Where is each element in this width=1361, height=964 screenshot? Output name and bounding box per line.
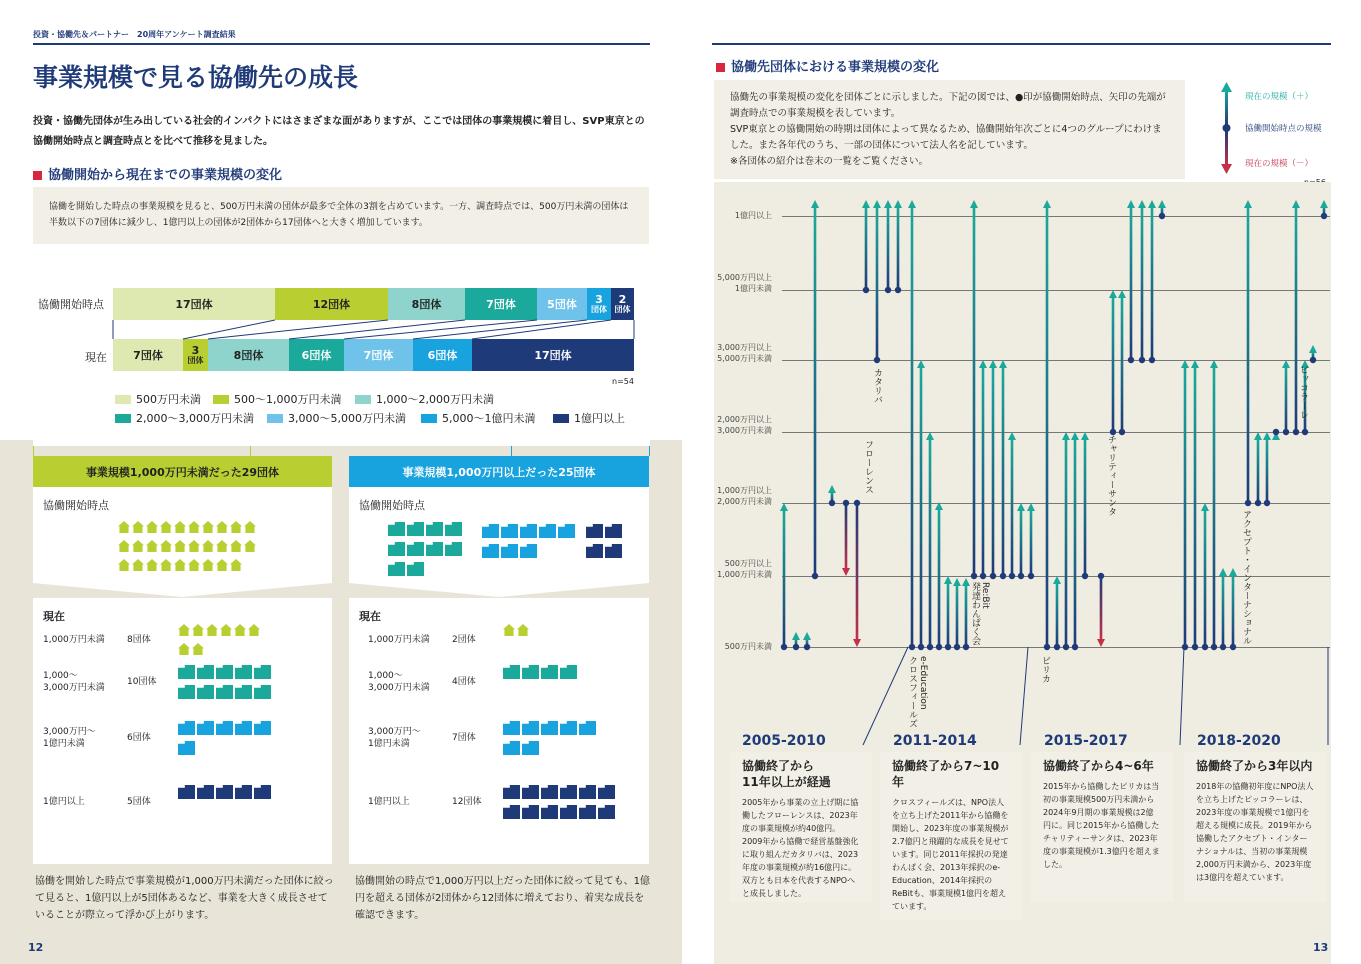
start-dot: [1063, 644, 1069, 650]
row-label: 1,000〜 3,000万円未満: [43, 671, 105, 693]
arrow-head: [803, 632, 811, 640]
arrow-head: [1309, 345, 1317, 353]
growth-bar: [1285, 366, 1288, 432]
start-dot: [1255, 500, 1261, 506]
start-dot: [909, 644, 915, 650]
start-dot: [895, 287, 901, 293]
start-dot: [1264, 500, 1270, 506]
row-count: 6団体: [127, 733, 151, 743]
arrow-head: [1158, 200, 1166, 208]
start-dot: [1302, 429, 1308, 435]
axis-label: 1億円以上: [734, 211, 772, 220]
bar-segment: 6団体: [289, 339, 344, 371]
arrow-head: [1148, 200, 1156, 208]
growth-bar: [1112, 296, 1115, 432]
org-name-label: Re:Bit: [980, 582, 990, 609]
row-count: 7団体: [452, 733, 476, 743]
arrow-head: [1027, 503, 1035, 511]
start-dot: [1139, 357, 1145, 363]
arrow-head: [1320, 200, 1328, 208]
key-start: 協働開始時点の規模: [1245, 124, 1322, 134]
bar-segment: 17団体: [113, 288, 275, 320]
arrow-head: [970, 200, 978, 208]
era-year: 2018-2020: [1197, 733, 1281, 749]
start-dot: [1044, 644, 1050, 650]
start-dot: [927, 644, 933, 650]
card-b-note: 協働開始の時点で1,000万円以上だった団体に絞って見ても、1億円を超える団体が2団体から12団体に増えており、着実な成長を確認できます。: [355, 876, 650, 921]
card-b-start-label: 協働開始時点: [359, 499, 425, 512]
growth-bar: [1204, 509, 1207, 647]
start-dot: [829, 500, 835, 506]
start-dot: [1098, 573, 1104, 579]
start-dot: [954, 644, 960, 650]
org-name-label: 発達わんぱく会: [970, 582, 980, 645]
start-dot: [863, 287, 869, 293]
arrow-head: [935, 502, 943, 510]
start-dot: [812, 573, 818, 579]
start-dot: [1159, 213, 1165, 219]
arrow-head: [1263, 432, 1271, 440]
growth-bar: [1130, 206, 1133, 360]
org-name-label: e-Education: [918, 656, 928, 710]
legend-item: 2,000〜3,000万円未満: [115, 410, 254, 426]
growth-bar: [1194, 366, 1197, 647]
card-b-title: 事業規模1,000万円以上だった25団体: [349, 456, 649, 487]
arrow-head: [1071, 432, 1079, 440]
axis-label: 2,000万円以上 3,000万円未満: [717, 415, 772, 435]
arrow-head: [894, 200, 902, 208]
axis-label: 3,000万円以上 5,000万円未満: [717, 343, 772, 363]
start-dot: [793, 644, 799, 650]
axis-label: 1,000万円以上 2,000万円未満: [717, 486, 772, 506]
intro-text: 投資・協働先団体が生み出している社会的インパクトにはさまざまな面がありますが、ここでは団体の事業規模に着目し、SVP東京との協働開始時点と調査時点とを比べて推移を見ました。: [33, 116, 645, 147]
row-label: 1億円以上: [43, 797, 85, 807]
org-name-label: ピッコラーレ: [1298, 365, 1308, 419]
org-name-label: アクセプト・インターナショナル: [1241, 510, 1251, 645]
org-name-label: カタリバ: [872, 368, 882, 404]
start-dot: [1054, 644, 1060, 650]
start-dot: [971, 573, 977, 579]
org-name-label: チャリティーサンタ: [1106, 435, 1116, 516]
arrow-head: [953, 578, 961, 586]
org-name-label: ピリカ: [1040, 656, 1050, 683]
arrow-head: [908, 200, 916, 208]
growth-bar: [897, 206, 900, 290]
row2-label: 現在: [85, 351, 107, 364]
start-dot: [918, 644, 924, 650]
start-dot: [1310, 357, 1316, 363]
start-dot: [1082, 573, 1088, 579]
row-count: 2団体: [452, 635, 476, 645]
arrow-head: [780, 503, 788, 511]
start-dot: [1293, 429, 1299, 435]
arrow-head: [1127, 200, 1135, 208]
bar-segment: 7団体: [113, 339, 183, 371]
growth-bar: [1084, 438, 1087, 576]
bar-segment: 5団体: [537, 288, 587, 320]
start-dot: [1072, 644, 1078, 650]
start-dot: [1230, 644, 1236, 650]
arrow-head: [828, 485, 836, 493]
arrow-head: [979, 360, 987, 368]
growth-bar: [1151, 206, 1154, 360]
arrow-head: [1053, 576, 1061, 584]
growth-bar: [1074, 438, 1077, 647]
start-dot: [1149, 357, 1155, 363]
growth-bar: [929, 438, 932, 647]
leader-line: [1020, 647, 1028, 745]
arrow-head: [999, 360, 1007, 368]
arrow-head: [1097, 639, 1105, 647]
row-count: 8団体: [127, 635, 151, 645]
row-label: 1,000万円未満: [368, 635, 430, 645]
arrow-head: [989, 360, 997, 368]
growth-bar: [911, 206, 914, 647]
bar-segment: 3 団体: [587, 288, 611, 320]
row-count: 4団体: [452, 677, 476, 687]
growth-bar: [1046, 206, 1049, 647]
page-number-right: 13: [1313, 941, 1329, 954]
org-name-label: フローレンス: [863, 440, 873, 494]
era-box: 協働終了から7~10年 クロスフィールズは、NPO法人を立ち上げた2011年から協働を開始し、2023年度の事業規模が2.7億円と飛躍的な成長を見せています。同じ2011年採択の発達わんぱく会、2013年採択のe-Education、2014年採択のReBitも、事業規模1億円を超えています。: [880, 752, 1022, 920]
desc-2: SVP東京との協働開始の時期は団体によって異なるため、協働開始年次ごとに4つのグループにわけました。また各年代のうち、一部の団体について法人名を記しています。: [730, 124, 1162, 151]
key-minus: 現在の規模（－）: [1245, 159, 1314, 169]
start-dot: [1245, 500, 1251, 506]
start-dot: [945, 644, 951, 650]
key-plus: 現在の規模（＋）: [1245, 92, 1314, 102]
arrow-head: [917, 360, 925, 368]
arrow-head: [1254, 432, 1262, 440]
leader-line: [1180, 647, 1184, 745]
arrow-head: [1282, 360, 1290, 368]
growth-bar: [1011, 438, 1014, 576]
legend-item: 1億円以上: [553, 410, 625, 426]
arrow-head: [792, 632, 800, 640]
growth-bar: [845, 503, 848, 570]
growth-bar: [856, 503, 859, 641]
row-label: 3,000万円〜 1億円未満: [43, 727, 96, 749]
growth-bar: [947, 582, 950, 647]
arrow-head: [853, 639, 861, 647]
era-box: 協働終了から3年以内 2018年の協働初年度にNPO法人を立ち上げたピッコラーレは、2023年度の事業規模で1億円を超える規模に成長。2019年から協働したアクセプト・インターナショナルは、当初の事業規模2,000万円未満から、2023年度は3億円を超えています。: [1184, 752, 1326, 902]
arrow-head: [1219, 568, 1227, 576]
start-dot: [1211, 644, 1217, 650]
page-number-left: 12: [28, 941, 44, 954]
row1-label: 協働開始時点: [38, 298, 104, 311]
arrow-head: [1229, 568, 1237, 576]
growth-bar: [1002, 366, 1005, 576]
growth-bar: [887, 206, 890, 290]
start-dot: [1202, 644, 1208, 650]
start-dot: [1182, 644, 1188, 650]
bar-segment: 8団体: [388, 288, 465, 320]
bar-segment: 6団体: [413, 339, 472, 371]
start-dot: [1119, 429, 1125, 435]
row-label: 3,000万円〜 1億円未満: [368, 727, 421, 749]
row-label: 1,000〜 3,000万円未満: [368, 671, 430, 693]
sample-size: n=54: [612, 377, 634, 386]
start-dot: [781, 644, 787, 650]
growth-bar: [956, 584, 959, 647]
arrow-head: [962, 578, 970, 586]
arrow-head: [1008, 432, 1016, 440]
row-label: 1,000万円未満: [43, 635, 105, 645]
card-a-note: 協働を開始した時点で事業規模が1,000万円未満だった団体に絞って見ると、1億円以上が5団体あるなど、事業を大きく成長させていることが際立って浮かび上がります。: [35, 876, 334, 921]
row-count: 12団体: [452, 797, 482, 807]
arrow-head: [1201, 503, 1209, 511]
start-dot: [1321, 213, 1327, 219]
start-dot: [1192, 644, 1198, 650]
era-year: 2015-2017: [1044, 733, 1128, 749]
axis-label: 500万円未満: [724, 642, 772, 651]
arrow-head: [1292, 200, 1300, 208]
start-dot: [1000, 573, 1006, 579]
legend-item: 500〜1,000万円未満: [213, 391, 342, 407]
start-dot: [1009, 573, 1015, 579]
growth-bar: [982, 366, 985, 576]
start-dot: [804, 644, 810, 650]
bar-segment: 12団体: [275, 288, 388, 320]
legend-item: 3,000〜5,000万円未満: [267, 410, 406, 426]
start-dot: [843, 500, 849, 506]
bar-segment: 3 団体: [183, 339, 208, 371]
leader-line: [863, 647, 908, 745]
start-dot: [1283, 429, 1289, 435]
growth-bar: [973, 206, 976, 576]
legend-item: 5,000〜1億円未満: [421, 410, 536, 426]
legend-item: 1,000〜2,000万円未満: [355, 391, 494, 407]
growth-bar: [1257, 438, 1260, 503]
axis-label: 500万円以上 1,000万円未満: [717, 559, 772, 579]
arrow-head: [1109, 290, 1117, 298]
growth-bar: [1056, 582, 1059, 647]
arrow-head: [873, 200, 881, 208]
growth-bar: [920, 366, 923, 647]
arrow-head: [944, 576, 952, 584]
start-dot: [1018, 573, 1024, 579]
growth-bar: [1213, 366, 1216, 647]
arrow-head: [884, 200, 892, 208]
legend-item: 500万円未満: [115, 391, 201, 407]
row-label: 1億円以上: [368, 797, 410, 807]
era-year: 2011-2014: [893, 733, 977, 749]
start-dot: [885, 287, 891, 293]
card-a-start-label: 協働開始時点: [43, 499, 109, 512]
page-header: 投資・協働先＆パートナー 20周年アンケート調査結果: [33, 30, 236, 39]
start-dot: [854, 500, 860, 506]
growth-bar: [783, 509, 786, 647]
growth-bar: [1222, 574, 1225, 647]
growth-bar: [965, 584, 968, 647]
arrow-head: [1017, 503, 1025, 511]
arrow-head: [926, 432, 934, 440]
growth-bar: [876, 206, 879, 360]
arrow-head: [842, 568, 850, 576]
bar-segment: 7団体: [465, 288, 537, 320]
growth-bar: [1141, 206, 1144, 360]
start-dot: [1028, 573, 1034, 579]
arrow-head: [1138, 200, 1146, 208]
start-dot: [990, 573, 996, 579]
start-dot: [1220, 644, 1226, 650]
axis-label: 5,000万円以上 1億円未満: [717, 273, 772, 293]
card-b-now-label: 現在: [359, 610, 381, 623]
growth-bar: [1020, 509, 1023, 576]
desc-1: 協働先の事業規模の変化を団体ごとに示しました。下記の図では、●印が協働開始時点、矢印の先端が調査時点での事業規模を表しています。: [730, 92, 1166, 119]
summary-text: 協働を開始した時点の事業規模を見ると、500万円未満の団体が最多で全体の3割を占めています。一方、調査時点では、500万円未満の団体は半数以下の7団体に減少し、1億円以上の団体が2団体から17団体へと大きく増加しています。: [49, 202, 629, 228]
arrow-head: [1118, 290, 1126, 298]
row-count: 5団体: [127, 797, 151, 807]
era-box: 協働終了から4~6年 2015年から協働したピリカは当初の事業規模500万円未満から2024年9月期の事業規模は2億円に。同じ2015年から協働したチャリティーサンタは、2023年度の事業規模が1.3億円を超えました。: [1031, 752, 1173, 902]
growth-bar: [1065, 438, 1068, 647]
arrow-head: [811, 200, 819, 208]
org-name-label: クロスフィールズ: [907, 656, 917, 728]
bar-segment: 8団体: [208, 339, 289, 371]
page-title: 事業規模で見る協働先の成長: [33, 63, 359, 92]
growth-bar: [938, 508, 941, 647]
growth-bar: [865, 206, 868, 290]
card-a-title: 事業規模1,000万円未満だった29団体: [33, 456, 332, 487]
arrow-head: [1043, 200, 1051, 208]
arrow-head: [1210, 360, 1218, 368]
section-title: 協働開始から現在までの事業規模の変化: [33, 164, 282, 183]
arrow-head: [1081, 432, 1089, 440]
growth-bar: [1266, 438, 1269, 503]
growth-bar: [1184, 366, 1187, 647]
start-dot: [936, 644, 942, 650]
start-dot: [874, 357, 880, 363]
growth-bar: [1030, 509, 1033, 576]
arrow-head: [1181, 360, 1189, 368]
arrow-head: [1191, 360, 1199, 368]
growth-bar: [1100, 576, 1103, 641]
card-a-now-label: 現在: [43, 610, 65, 623]
growth-bar: [1121, 296, 1124, 432]
growth-bar: [814, 206, 817, 576]
bar-segment: 7団体: [344, 339, 413, 371]
arrow-head: [1062, 432, 1070, 440]
row-count: 10団体: [127, 677, 157, 687]
era-year: 2005-2010: [742, 733, 826, 749]
bar-segment: 17団体: [472, 339, 634, 371]
growth-bar: [992, 366, 995, 576]
growth-bar: [1295, 206, 1298, 432]
start-dot: [1128, 357, 1134, 363]
bar-segment: 2 団体: [611, 288, 634, 320]
desc-3: ※各団体の紹介は巻末の一覧をご覧ください。: [730, 156, 928, 167]
start-dot: [963, 644, 969, 650]
start-dot: [980, 573, 986, 579]
arrow-head: [1244, 200, 1252, 208]
right-section-title: 協働先団体における事業規模の変化: [716, 56, 939, 75]
era-box: 協働終了から 11年以上が経過 2005年から事業の立上げ期に協働したフローレンスは、2023年度の事業規模が約40億円。2009年から協働で経営基盤強化に取り組んだカタリバは、2023年度の事業規模が約16億円に。双方とも日本を代表するNPOへと成長しました。: [730, 752, 872, 902]
growth-bar: [1247, 206, 1250, 503]
arrow-head: [862, 200, 870, 208]
growth-bar: [1232, 574, 1235, 647]
start-dot: [1273, 429, 1279, 435]
